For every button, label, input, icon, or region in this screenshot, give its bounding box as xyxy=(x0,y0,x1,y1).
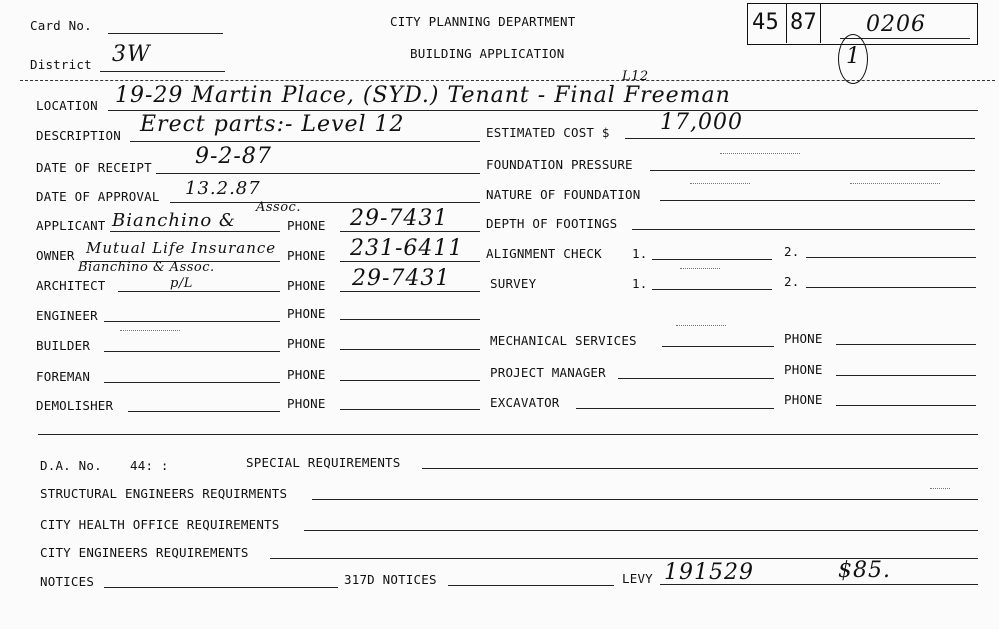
health-requirements-label: CITY HEALTH OFFICE REQUIREMENTS xyxy=(40,517,280,532)
notices-label: NOTICES xyxy=(40,574,95,589)
mechanical-phone-line xyxy=(836,344,976,345)
form-title: BUILDING APPLICATION xyxy=(410,46,565,61)
date-receipt-line xyxy=(156,173,480,174)
location-value: 19-29 Martin Place, (SYD.) Tenant - Final Freeman xyxy=(115,83,731,108)
owner-phone-label: PHONE xyxy=(287,248,326,263)
notices-line xyxy=(104,587,338,588)
description-label: DESCRIPTION xyxy=(36,128,121,143)
scan-speck xyxy=(680,268,720,269)
scan-speck xyxy=(676,325,726,326)
location-superscript: L12 xyxy=(622,69,649,84)
applicant-phone-line xyxy=(340,231,480,232)
demolisher-label: DEMOLISHER xyxy=(36,398,114,413)
project-manager-phone-line xyxy=(836,375,976,376)
survey-2-label: 2. xyxy=(784,274,800,289)
location-label: LOCATION xyxy=(36,98,98,113)
notices-317d-line xyxy=(448,585,614,586)
circled-number: 1 xyxy=(846,44,861,69)
architect-phone-value: 29-7431 xyxy=(352,266,451,291)
mechanical-label: MECHANICAL SERVICES xyxy=(490,333,637,348)
engineer-label: ENGINEER xyxy=(36,308,98,323)
reference-divider-2 xyxy=(820,3,821,43)
survey-1-label: 1. xyxy=(632,276,648,291)
date-receipt-label: DATE OF RECEIPT xyxy=(36,160,152,175)
reference-a: 45 xyxy=(752,10,779,35)
excavator-phone-label: PHONE xyxy=(784,392,823,407)
owner-phone-line xyxy=(340,261,480,262)
owner-label: OWNER xyxy=(36,248,75,263)
mechanical-line xyxy=(662,346,774,347)
project-manager-label: PROJECT MANAGER xyxy=(490,365,606,380)
date-approval-label: DATE OF APPROVAL xyxy=(36,189,160,204)
levy-value: 191529 xyxy=(664,560,754,585)
builder-phone-line xyxy=(340,349,480,350)
alignment-1-line xyxy=(652,259,772,260)
architect-line xyxy=(118,291,280,292)
demolisher-phone-line xyxy=(340,409,480,410)
excavator-phone-line xyxy=(836,405,976,406)
applicant-label: APPLICANT xyxy=(36,218,106,233)
special-requirements-label: SPECIAL REQUIREMENTS xyxy=(246,455,401,470)
foundation-pressure-line xyxy=(650,170,975,171)
applicant-value: Bianchino & xyxy=(112,210,236,231)
project-manager-phone-label: PHONE xyxy=(784,362,823,377)
city-engineers-requirements-label: CITY ENGINEERS REQUIREMENTS xyxy=(40,545,249,560)
location-line xyxy=(108,110,978,111)
levy-amount: $85. xyxy=(838,558,891,583)
estimated-cost-line xyxy=(625,138,975,139)
nature-foundation-line xyxy=(660,200,975,201)
survey-2-line xyxy=(806,287,976,288)
architect-value: Bianchino & Assoc. xyxy=(78,260,215,275)
card-no-label: Card No. xyxy=(30,18,92,33)
da-value: 44: : xyxy=(130,458,169,473)
scan-speck xyxy=(850,183,940,184)
notices-317d-label: 317D NOTICES xyxy=(344,572,437,587)
architect-value-2: p/L xyxy=(170,276,193,291)
description-value: Erect parts:- Level 12 xyxy=(140,112,405,137)
survey-label: SURVEY xyxy=(490,276,537,291)
district-value: 3W xyxy=(112,42,151,67)
district-label: District xyxy=(30,57,92,72)
depth-footings-label: DEPTH OF FOOTINGS xyxy=(486,216,618,231)
structural-requirements-label: STRUCTURAL ENGINEERS REQUIRMENTS xyxy=(40,486,288,501)
builder-label: BUILDER xyxy=(36,338,91,353)
scan-speck xyxy=(930,488,950,489)
builder-line xyxy=(104,351,280,352)
reference-divider-1 xyxy=(786,3,787,43)
date-approval-line xyxy=(170,202,480,203)
engineer-line xyxy=(104,321,280,322)
date-approval-value: 13.2.87 xyxy=(185,178,261,199)
architect-label: ARCHITECT xyxy=(36,278,106,293)
architect-phone-label: PHONE xyxy=(287,278,326,293)
builder-phone-label: PHONE xyxy=(287,336,326,351)
excavator-line xyxy=(576,408,774,409)
levy-line xyxy=(660,584,978,585)
foundation-pressure-label: FOUNDATION PRESSURE xyxy=(486,157,633,172)
project-manager-line xyxy=(618,378,774,379)
engineer-phone-label: PHONE xyxy=(287,306,326,321)
estimated-cost-label: ESTIMATED COST $ xyxy=(486,125,610,140)
structural-requirements-line xyxy=(312,499,978,500)
card-no-line xyxy=(108,33,223,34)
estimated-cost-value: 17,000 xyxy=(660,110,743,135)
foreman-line xyxy=(104,382,280,383)
excavator-label: EXCAVATOR xyxy=(490,395,560,410)
scan-speck xyxy=(120,330,180,331)
scan-speck xyxy=(720,153,800,154)
section-separator xyxy=(38,434,978,435)
applicant-line xyxy=(110,231,280,232)
alignment-1-label: 1. xyxy=(632,246,648,261)
health-requirements-line xyxy=(304,530,978,531)
demolisher-phone-label: PHONE xyxy=(287,396,326,411)
date-receipt-value: 9-2-87 xyxy=(195,144,272,169)
reference-c: 0206 xyxy=(866,12,926,37)
demolisher-line xyxy=(128,411,280,412)
owner-value: Mutual Life Insurance xyxy=(86,239,277,257)
foreman-label: FOREMAN xyxy=(36,369,91,384)
scan-speck xyxy=(690,183,750,184)
applicant-phone-value: 29-7431 xyxy=(350,206,449,231)
alignment-check-label: ALIGNMENT CHECK xyxy=(486,246,602,261)
header-separator xyxy=(20,80,995,81)
nature-foundation-label: NATURE OF FOUNDATION xyxy=(486,187,641,202)
levy-label: LEVY xyxy=(622,571,653,586)
special-requirements-line xyxy=(422,468,978,469)
owner-phone-value: 231-6411 xyxy=(350,236,464,261)
applicant-phone-label: PHONE xyxy=(287,218,326,233)
reference-b: 87 xyxy=(790,10,817,35)
department-title: CITY PLANNING DEPARTMENT xyxy=(390,14,576,29)
alignment-2-label: 2. xyxy=(784,244,800,259)
depth-footings-line xyxy=(632,229,975,230)
da-label: D.A. No. xyxy=(40,458,102,473)
description-line xyxy=(130,141,480,142)
foreman-phone-line xyxy=(340,380,480,381)
engineer-phone-line xyxy=(340,319,480,320)
survey-1-line xyxy=(652,289,772,290)
applicant-value-2: Assoc. xyxy=(256,200,301,215)
district-line xyxy=(100,71,225,72)
foreman-phone-label: PHONE xyxy=(287,367,326,382)
architect-phone-line xyxy=(340,291,480,292)
alignment-2-line xyxy=(806,257,976,258)
mechanical-phone-label: PHONE xyxy=(784,331,823,346)
